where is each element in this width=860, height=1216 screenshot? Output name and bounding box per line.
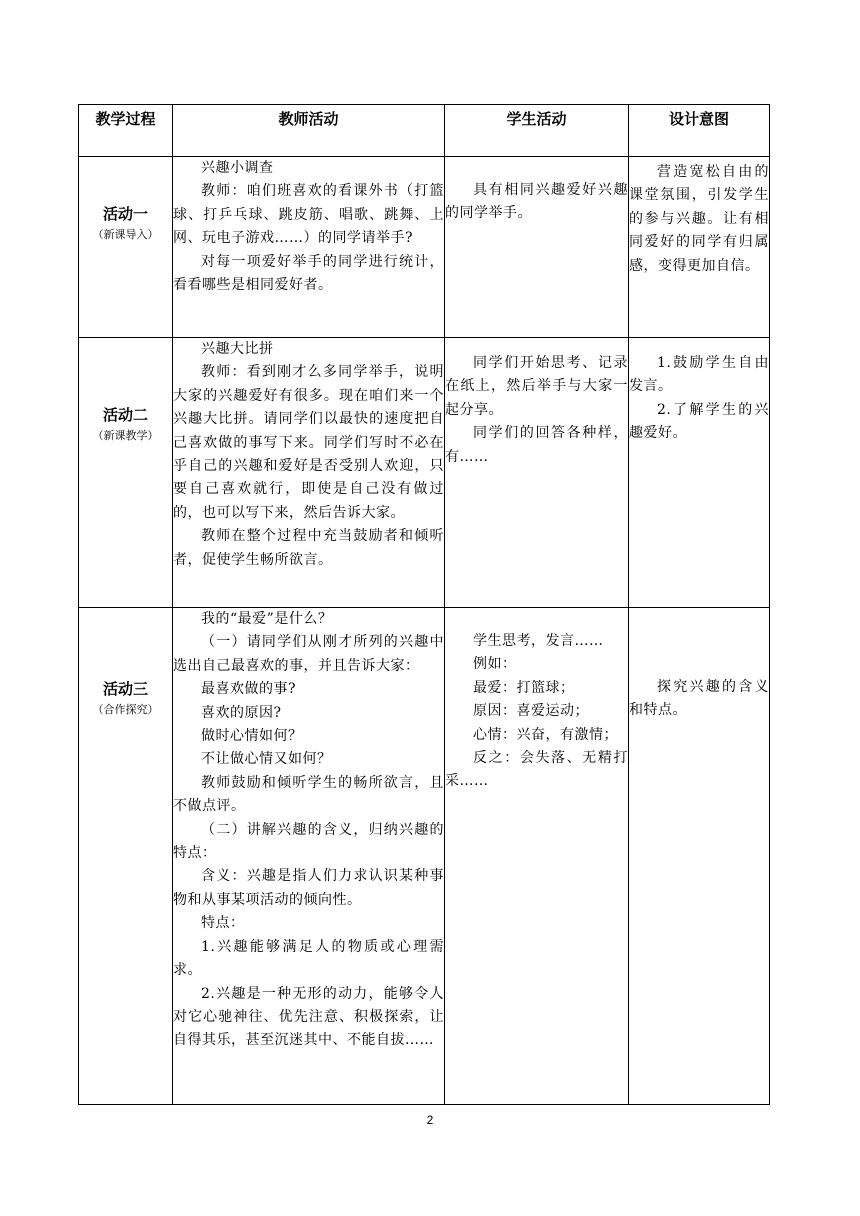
intent-paragraph: 1.鼓励学生自由发言。	[629, 355, 769, 395]
header-design-intent: 设计意图	[629, 105, 770, 157]
teacher-paragraph: 不让做心情又如何？	[201, 751, 332, 768]
student-paragraph: 同学们开始思考、记录在纸上，然后举手与大家一起分享。	[445, 355, 628, 418]
teacher-paragraph: 兴趣大比拼	[201, 341, 274, 357]
activity-label-cell	[79, 157, 173, 338]
teacher-paragraph: 含义：兴趣是指人们力求认识某种事物和从事某项活动的倾向性。	[173, 868, 444, 908]
student-paragraph: 心情：兴奋，有激情；	[473, 726, 618, 743]
teacher-activity-cell	[173, 338, 445, 608]
activity-label-cell	[79, 608, 173, 1105]
table-row	[79, 338, 770, 608]
activity-label: 活动一	[102, 205, 148, 223]
design-intent-cell	[629, 338, 770, 608]
intent-paragraph: 2.了解学生的兴趣爱好。	[629, 401, 769, 442]
intent-paragraph: 探究兴趣的含义和特点。	[629, 679, 769, 719]
header-process: 教学过程	[79, 105, 173, 157]
teacher-paragraph: 教师：看到刚才么多同学举手，说明大家的兴趣爱好有很多。现在咱们来一个兴趣大比拼。请同学们以最快的速度把自己喜欢做的事写下来。同学们写时不必在乎自己的兴趣和爱好是否受别人欢迎，只要自己喜欢就行，即使是自己没有做过的，也可以写下来，然后告诉大家。	[173, 364, 444, 521]
teacher-paragraph: 对每一项爱好举手的同学进行统计，看看哪些是相同爱好者。	[173, 253, 444, 294]
teacher-paragraph: 特点：	[201, 915, 245, 932]
teacher-paragraph: 教师在整个过程中充当鼓励者和倾听者，促使学生畅所欲言。	[173, 528, 444, 568]
teacher-activity-cell	[173, 608, 445, 1105]
student-paragraph: 学生思考，发言……	[473, 633, 604, 649]
teacher-activity-cell	[173, 157, 445, 338]
student-paragraph: 反之：会失落、无精打采……	[445, 750, 628, 790]
design-intent-cell	[629, 608, 770, 1105]
activity-label: 活动二	[102, 406, 148, 424]
student-activity-cell	[445, 608, 629, 1105]
activity-sublabel: （新课导入）	[92, 228, 159, 241]
student-paragraph: 具有相同兴趣爱好兴趣的同学举手。	[445, 182, 628, 222]
lesson-plan-table	[78, 104, 770, 1105]
design-intent-cell	[629, 157, 770, 338]
table-row	[79, 608, 770, 1105]
page-number: 2	[426, 1113, 434, 1127]
activity-sublabel: （新课教学）	[92, 429, 159, 442]
intent-paragraph: 营造宽松自由的课堂氛围，引发学生的参与兴趣。让有相同爱好的同学有归属感，变得更加自信。	[629, 164, 769, 274]
student-paragraph: 同学们的回答各种样，有……	[445, 425, 628, 465]
activity-label: 活动三	[102, 680, 148, 698]
teacher-paragraph: 教师鼓励和倾听学生的畅所欲言，且不做点评。	[173, 774, 444, 815]
table-row	[79, 157, 770, 338]
teacher-paragraph: 做时心情如何？	[201, 728, 303, 745]
teacher-paragraph: 最喜欢做的事?	[201, 681, 297, 698]
student-paragraph: 例如：	[473, 656, 517, 673]
teacher-paragraph: 教师：咱们班喜欢的看课外书（打篮球、打乒乓球、跳皮筋、唱歌、跳舞、上网、玩电子游戏……）的同学请举手?	[173, 183, 444, 247]
student-activity-cell	[445, 338, 629, 608]
student-activity-cell	[445, 157, 629, 338]
header-student-activity: 学生活动	[445, 105, 629, 157]
header-teacher-activity: 教师活动	[173, 105, 445, 157]
teacher-paragraph: （二）讲解兴趣的含义，归纳兴趣的特点：	[173, 821, 444, 862]
teacher-paragraph: 喜欢的原因?	[201, 704, 282, 721]
student-paragraph: 原因：喜爱运动；	[473, 703, 589, 720]
table-header-row	[79, 105, 770, 157]
activity-label-cell	[79, 338, 173, 608]
teacher-paragraph: 我的“最爱”是什么？	[201, 611, 333, 627]
activity-sublabel: （合作探究）	[92, 703, 159, 716]
teacher-paragraph: 兴趣小调查	[201, 160, 274, 176]
teacher-paragraph: 1.兴趣能够满足人的物质或心理需求。	[173, 938, 444, 979]
student-paragraph: 最爱：打篮球；	[473, 679, 575, 696]
teacher-paragraph: 2.兴趣是一种无形的动力，能够令人对它心驰神往、优先注意、积极探索，让自得其乐，甚至沉迷其中、不能自拔……	[173, 985, 444, 1049]
teacher-paragraph: （一）请同学们从刚才所列的兴趣中选出自己最喜欢的事，并且告诉大家：	[173, 634, 444, 674]
